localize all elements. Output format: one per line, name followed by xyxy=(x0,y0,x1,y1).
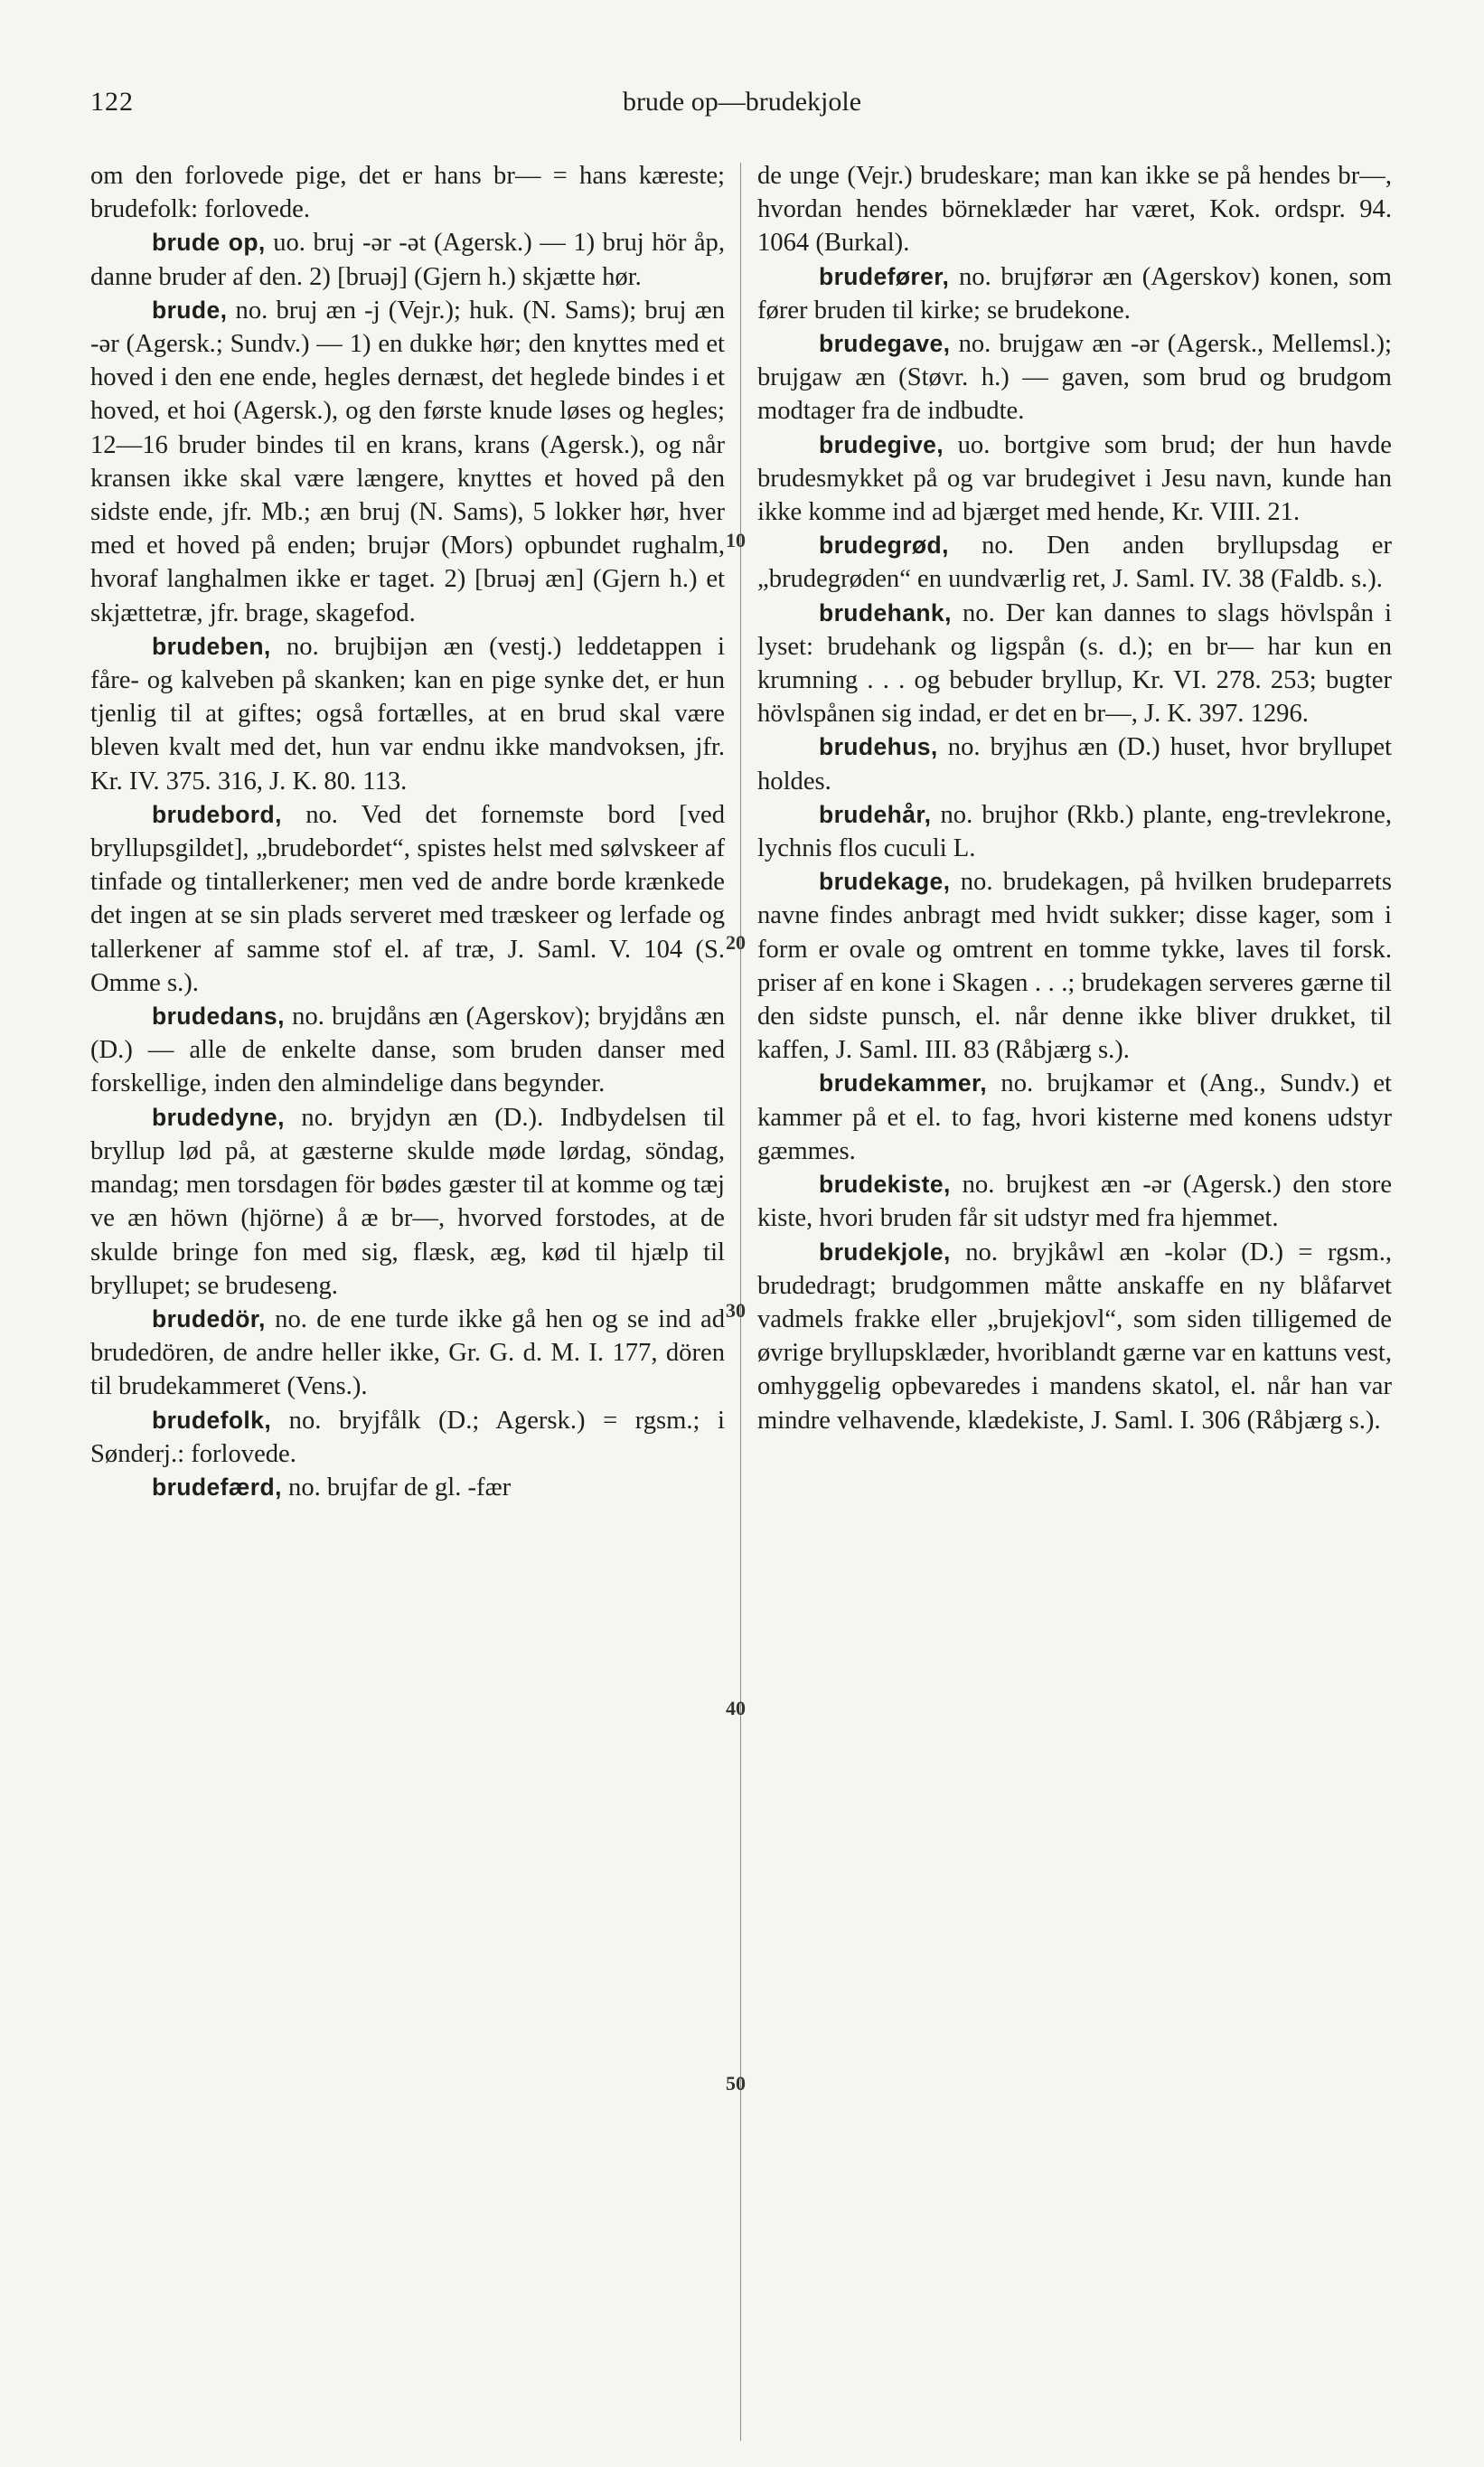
headword: brude, xyxy=(152,296,228,324)
headword: brudegive, xyxy=(819,430,944,458)
entry-brudegive xyxy=(757,428,1392,530)
headword: brudedör, xyxy=(152,1304,266,1332)
line-number-40: 40 xyxy=(726,1697,746,1719)
headword: brudefører, xyxy=(819,262,950,290)
entry-brudedor xyxy=(90,1303,725,1404)
line-number-30: 30 xyxy=(726,1299,746,1322)
entry-brudefaerd xyxy=(90,1471,725,1504)
headword: brudefolk, xyxy=(152,1406,272,1434)
entry-brudekiste xyxy=(757,1168,1392,1235)
entry-brudehus xyxy=(757,730,1392,797)
headword: brudehank, xyxy=(819,598,952,626)
page-number: 122 xyxy=(90,87,134,117)
entry-brudekjole xyxy=(757,1236,1392,1437)
entry-text: no. brujkamər et (Ang., Sundv.) et kammer på et el. to fag, hvori kisterne med konens udstyr gæmmes. xyxy=(757,1069,1392,1165)
entry-brudehank xyxy=(757,597,1392,731)
line-number-20: 20 xyxy=(726,931,746,954)
headword: brudehus, xyxy=(819,733,938,761)
entry-brude xyxy=(90,294,725,630)
entry-text: no. brujfar de gl. -fær xyxy=(288,1473,512,1502)
entry-brudeforer xyxy=(757,260,1392,327)
entry-brudekage xyxy=(757,865,1392,1067)
headword: brudehår, xyxy=(819,800,932,828)
entry-text: no. brujgaw æn -ər (Agersk., Mellemsl.); brujgaw æn (Støvr. h.) — gaven, som brud og brudgom modtager fra de indbudte. xyxy=(757,330,1392,426)
headword: brudefærd, xyxy=(152,1473,282,1501)
line-number-50: 50 xyxy=(726,2072,746,2095)
entry-text: no. bryjhus æn (D.) huset, hvor bryllupet holdes. xyxy=(757,733,1392,796)
entry-brudehar xyxy=(757,798,1392,865)
headword: brudekjole, xyxy=(819,1238,951,1266)
entry-text: no. bruj æn -j (Vejr.); huk. (N. Sams); bruj æn -ər (Agersk.; Sundv.) — 1) en dukke hør; den knyttes med et hoved i den ene ende, hegles dernæst, det heglede bindes i et hoved, et hoi (Agersk.), og den første knude løses og hegles; 12—16 bruder bindes til en krans, krans (Agersk.), og når kransen ikke skal være længere, knyttes et hoved på den sidste ende, jfr. Mb.; æn bruj (N. Sams), 5 lokker hør, hver med et hoved på enden; brujər (Mors) opbundet rughalm, hvoraf langhalmen ikke er taget. 2) [bruəj æn] (Gjern h.) et skjættetræ, jfr. brage, skagefod. xyxy=(90,296,725,627)
headword: brudebord, xyxy=(152,800,282,828)
entry-text: no. de ene turde ikke gå hen og se ind ad brudedören, de andre heller ikke, Gr. G. d. M. I. 177, dören til brudekammeret (Vens.). xyxy=(90,1304,725,1401)
entry-brudeben xyxy=(90,630,725,798)
line-number-10: 10 xyxy=(726,529,746,551)
entry-text: no. bryjfålk (D.; Agersk.) = rgsm.; i Sønderj.: forlovede. xyxy=(90,1406,726,1468)
headword: brude op, xyxy=(152,229,266,257)
headword: brudekage, xyxy=(819,868,951,896)
entry-brude-op xyxy=(90,226,725,293)
entry-text: uo. bortgive som brud; der hun havde brudesmykket på og var brudegivet i Jesu navn, kunde han ikke komme ind ad bjærget med hende, Kr. VIII. 21. xyxy=(757,430,1392,527)
entry-text: no. Ved det fornemste bord [ved bryllupsgildet], „brudebordet“, spistes helst med sølvskeer af tinfade og tintallerkener; men ved de andre borde krænkede det ingen at se sin plads serveret med træskeer og lerfade og tallerkener af samme stof el. af træ, J. Saml. V. 104 (S. Omme s.). xyxy=(90,800,725,997)
headword: brudedyne, xyxy=(152,1103,285,1131)
running-head: brude op—brudekjole xyxy=(622,87,862,117)
entry-text: no. brujførər æn (Agerskov) konen, som fører bruden til kirke; se brudekone. xyxy=(757,262,1392,325)
entry-text: no. Den anden bryllupsdag er „brudegrøden“ en uundværlig ret, J. Saml. IV. 38 (Faldb. s.). xyxy=(757,532,1392,594)
entry-brudebord xyxy=(90,798,725,1000)
entry-text: no. bryjdyn æn (D.). Indbydelsen til bryllup lød på, at gæsterne skulde møde lørdag, söndag, mandag; men torsdagen för bødes gæster til at komme og tæj ve æn höwn (hjörne) å æ br—, hvorved forstodes, at de skulde bringe fon med sig, flæsk, æg, kød til hjælp til bryllupet; se brudeseng. xyxy=(90,1103,725,1300)
entry-brudedans xyxy=(90,1000,725,1101)
entry-brudefolk xyxy=(90,1404,725,1471)
entry-text: no. brujdåns æn (Agerskov); bryjdåns æn (D.) — alle de enkelte danse, som bruden danser med forskellige, inden den almindelige dans begynder. xyxy=(90,1003,725,1098)
entry-brudegrod xyxy=(757,529,1392,596)
entry-text: no. brujbijən æn (vestj.) leddetappen i fåre- og kalveben på skanken; kan en pige synke det, er hun tjenlig til at giftes; også fortælles, at en brud skal være bleven kvalt med det, hun var endnu ikke mandvoksen, jfr. Kr. IV. 375. 316, J. K. 80. 113. xyxy=(90,632,725,796)
right-column xyxy=(757,159,1392,1437)
entry-text: uo. bruj -ər -ət (Agersk.) — 1) bruj hör åp, danne bruder af den. 2) [bruəj] (Gjern h.) skjætte hør. xyxy=(90,229,725,291)
entry-text: no. Der kan dannes to slags hövlspån i lyset: brudehank og ligspån (s. d.); en br— har kun en krumning . . . og bebuder bryllup, Kr. VI. 278. 253; bugter hövlspånen sig indad, er det en br—, J. K. 397. 1296. xyxy=(757,598,1392,729)
entry-text: no. brujkest æn -ər (Agersk.) den store kiste, hvori bruden får sit udstyr med fra hjemmet. xyxy=(757,1171,1393,1233)
headword: brudedans, xyxy=(152,1003,285,1031)
entry-text: no. brudekagen, på hvilken brudeparrets navne findes anbragt med hvidt sukker; disse kager, som i form er ovale og omtrent en tomme tykke, laves til forsk. priser af en kone i Skagen . . .; brudekagen serveres gærne til den sidste punsch, el. når denne ikke bliver drukket, til kaffen, J. Saml. III. 83 (Råbjærg s.). xyxy=(757,868,1392,1065)
entry-continuation: de unge (Vejr.) brudeskare; man kan ikke se på hendes br—, hvordan hendes börneklæder har været, Kok. ordspr. 94. 1064 (Burkal). xyxy=(757,162,1392,258)
headword: brudekammer, xyxy=(819,1069,987,1097)
entry-text: no. bryjkåwl æn -kolər (D.) = rgsm., brudedragt; brudgommen måtte anskaffe en ny blåfarvet vadmels frakke eller „brujekjovl“, som siden tilligemed de øvrige bryllupsklæder, hvoriblandt gærne var en kattuns vest, omhyggelig opbevaredes i mandens skatol, el. når han var mindre velhavende, klædekiste, J. Saml. I. 306 (Råbjærg s.). xyxy=(757,1238,1392,1435)
headword: brudeben, xyxy=(152,632,271,660)
entry-brudedyne xyxy=(90,1101,725,1303)
headword: brudegrød, xyxy=(819,532,949,560)
entry-text: no. brujhor (Rkb.) plante, eng-trevlekrone, lychnis flos cuculi L. xyxy=(757,800,1392,863)
entry-brudegave xyxy=(757,327,1392,428)
entry-brudekammer xyxy=(757,1067,1392,1168)
left-column xyxy=(90,159,725,1504)
headword: brudekiste, xyxy=(819,1171,951,1199)
headword: brudegave, xyxy=(819,330,951,358)
entry-continuation: om den forlovede pige, det er hans br— = hans kæreste; brudefolk: forlovede. xyxy=(90,162,725,224)
